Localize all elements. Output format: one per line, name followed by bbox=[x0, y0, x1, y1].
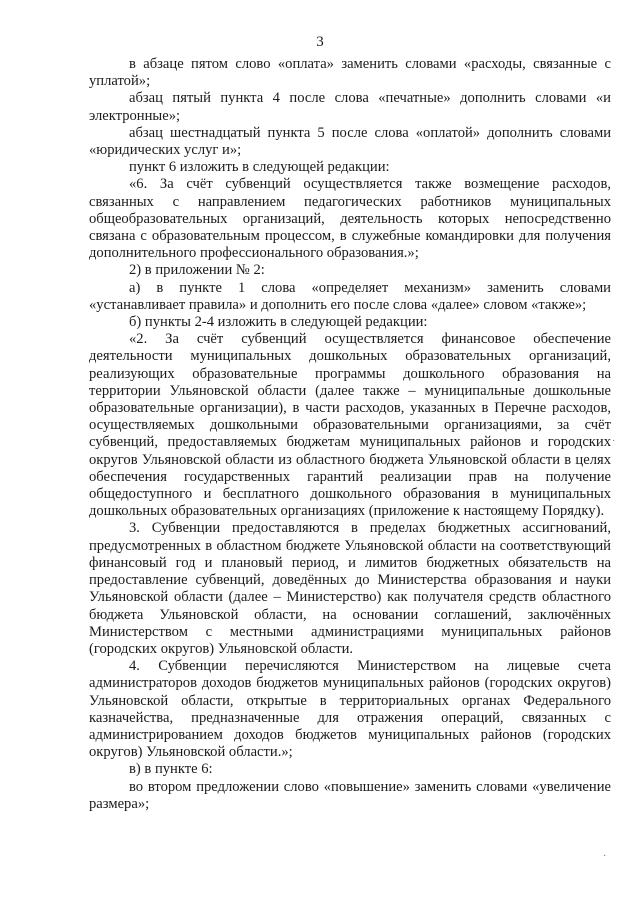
paragraph-appendix2-heading: 2) в приложении № 2: bbox=[129, 262, 265, 279]
paragraph-item6-intro: пункт 6 изложить в следующей редакции: bbox=[129, 159, 390, 176]
paragraph-amendment-para5: в абзаце пятом слово «оплата» заменить словами «расходы, связанные с уплатой»; bbox=[89, 56, 611, 90]
page-number: 3 bbox=[316, 34, 324, 50]
document-body bbox=[89, 56, 611, 813]
paragraph-clause2: «2. За счёт субвенций осуществляется финансовое обеспечение деятельности муниципальных дошкольных образовательных организаций, реализующих образовательные программы дошкольного образования на территории Ульяновской области (далее также – муниципальные дошкольные образовательные организации), в части расходов, указанных в Перечне расходов, осуществляемых дошкольными образовательными организациями, за счёт субвенций, предоставляемых бюджетам муниципальных районов и городских округов Ульяновской области из областного бюджета Ульяновской области в целях обеспечения государственных гарантий реализации прав на получение общедоступного и бесплатного дошкольного образования в муниципальных дошкольных образовательных организациях (приложение к настоящему Порядку). bbox=[89, 331, 611, 520]
paragraph-amendment-item4: абзац пятый пункта 4 после слова «печатные» дополнить словами «и электронные»; bbox=[89, 90, 611, 124]
paragraph-item6-text: «6. За счёт субвенций осуществляется также возмещение расходов, связанных с направлением педагогических работников муниципальных общеобразовательных организаций, деятельность которых непосредственно связана с образовательным процессом, в служебные командировки для получения дополнительного профессионального образования.»; bbox=[89, 176, 611, 262]
scan-speck: · bbox=[612, 436, 616, 447]
paragraph-appendix2-a: а) в пункте 1 слова «определяет механизм» заменить словами «устанавливает правила» и дополнить его после слова «далее» словом «также»; bbox=[89, 279, 611, 313]
paragraph-clause4: 4. Субвенции перечисляются Министерством на лицевые счета администраторов доходов бюджетов муниципальных районов (городских округов) Ульяновской области, открытые в территориальных органах Федерального казначейства, предназначенные для отражения операций, связанных с администрированием доходов бюджетов муниципальных районов (городских округов) Ульяновской области.»; bbox=[89, 658, 611, 761]
paragraph-clause3: 3. Субвенции предоставляются в пределах бюджетных ассигнований, предусмотренных в областном бюджете Ульяновской области на соответствующий финансовый год и плановый период, и лимитов бюджетных обязательств на предоставление субвенций, доведённых до Министерства образования и науки Ульяновской области (далее – Министерство) как получателя средств областного бюджета Ульяновской области, на основании соглашений, заключённых Министерством с местными администрациями муниципальных районов (городских округов) Ульяновской области. bbox=[89, 520, 611, 657]
scan-speck: · bbox=[603, 851, 607, 862]
paragraph-clause6-amendment: во втором предложении слово «повышение» заменить словами «увеличение размера»; bbox=[89, 778, 611, 812]
paragraph-amendment-item5: абзац шестнадцатый пункта 5 после слова «оплатой» дополнить словами «юридических услуг и»; bbox=[89, 124, 611, 159]
paragraph-appendix2-b: б) пункты 2-4 изложить в следующей редакции: bbox=[129, 314, 428, 331]
paragraph-appendix2-c: в) в пункте 6: bbox=[129, 761, 213, 778]
